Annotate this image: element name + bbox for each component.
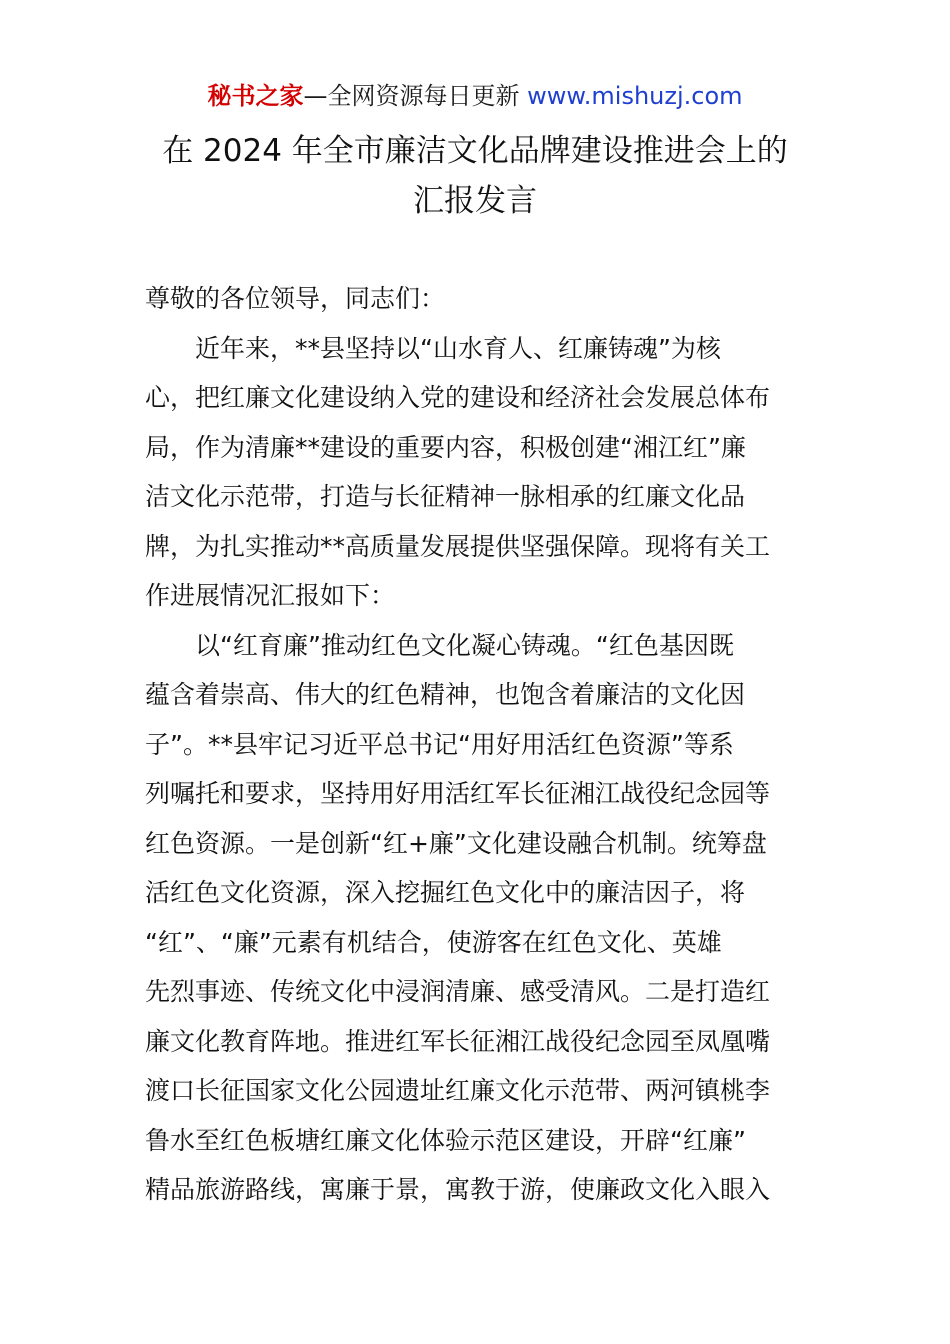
body-line: 局，作为清廉**建设的重要内容，积极创建“湘江红”廉: [145, 432, 746, 462]
body-line: 近年来，**县坚持以“山水育人、红廉铸魂”为核: [195, 333, 721, 363]
body-line: 鲁水至红色板塘红廉文化体验示范区建设，开辟“红廉”: [145, 1125, 746, 1155]
body-line: 蕴含着崇高、伟大的红色精神，也饱含着廉洁的文化因: [145, 680, 746, 709]
body-line: 红色资源。一是创新“红+廉”文化建设融合机制。统筹盘: [145, 828, 767, 858]
site-brand: 秘书之家: [207, 82, 304, 110]
site-url-link[interactable]: www.mishuzj.com: [527, 82, 743, 110]
body-line: 作进展情况汇报如下：: [145, 581, 396, 610]
document-title-line-2: 汇报发言: [413, 183, 537, 219]
document-title: [60, 126, 890, 226]
body-line: 洁文化示范带，打造与长征精神一脉相承的红廉文化品: [145, 482, 746, 511]
body-line: 列嘱托和要求，坚持用好用活红军长征湘江战役纪念园等: [145, 779, 771, 808]
body-line: “红”、“廉”元素有机结合，使游客在红色文化、英雄: [145, 927, 722, 957]
body-line: 活红色文化资源，深入挖掘红色文化中的廉洁因子，将: [145, 878, 746, 907]
body-line: 先烈事迹、传统文化中浸润清廉、感受清风。二是打造红: [145, 977, 771, 1006]
site-tagline: —全网资源每日更新: [303, 82, 528, 110]
body-line: 精品旅游路线，寓廉于景，寓教于游，使廉政文化入眼入: [145, 1175, 771, 1204]
document-body: [145, 274, 810, 1215]
document-title-line-1: 在 2024 年全市廉洁文化品牌建设推进会上的: [162, 133, 788, 169]
site-header: [0, 80, 950, 112]
body-line: 廉文化教育阵地。推进红军长征湘江战役纪念园至凤凰嘴: [145, 1026, 771, 1056]
body-line: 牌，为扎实推动**高质量发展提供坚强保障。现将有关工: [145, 531, 771, 561]
body-line: 渡口长征国家文化公园遗址红廉文化示范带、两河镇桃李: [145, 1076, 771, 1105]
body-line: 以“红育廉”推动红色文化凝心铸魂。“红色基因既: [195, 630, 734, 660]
greeting: 尊敬的各位领导，同志们：: [145, 284, 446, 313]
body-line: 心，把红廉文化建设纳入党的建设和经济社会发展总体布: [145, 383, 771, 412]
body-line: 子”。**县牢记习近平总书记“用好用活红色资源”等系: [145, 729, 734, 759]
